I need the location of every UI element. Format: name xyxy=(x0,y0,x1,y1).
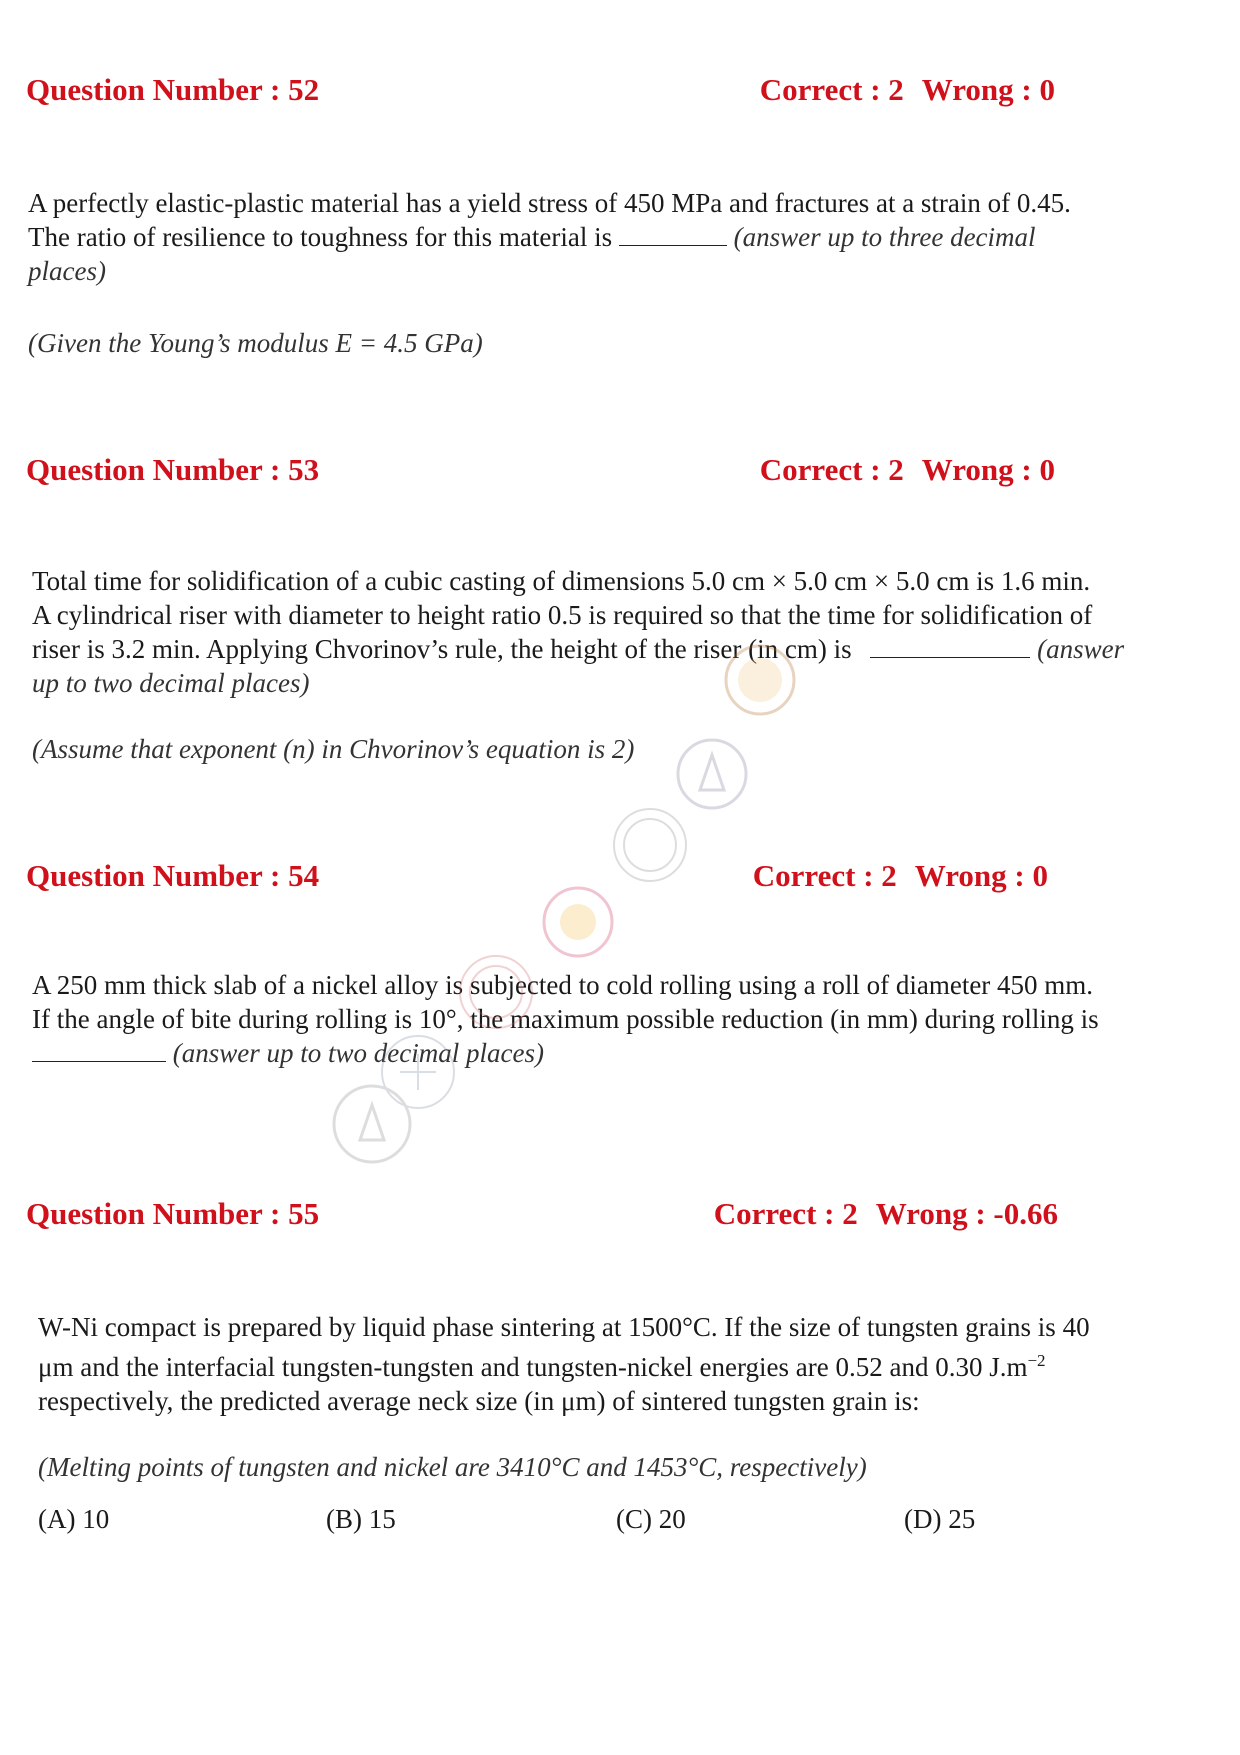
seal-icon xyxy=(678,740,746,808)
marks xyxy=(714,1196,1058,1232)
question-number: Question Number : 53 xyxy=(26,452,320,487)
marks xyxy=(753,858,1048,894)
question-text: W-Ni compact is prepared by liquid phase sintering at 1500°C. If the size of tungsten grains is 40 μm and the interfacial tungsten-tungsten and tungsten-nickel energies are 0.52 and 0.30 $J.m^{-2}$ respectively, the predicted average neck size (in μm) of sintered tungsten grain is: xyxy=(38,1312,1090,1416)
marks xyxy=(760,452,1055,488)
option-a[interactable]: (A) 10 xyxy=(38,1504,110,1534)
answer-blank xyxy=(32,1039,166,1062)
correct-marks: Correct : 2 xyxy=(713,1196,858,1231)
question-number: Question Number : 52 xyxy=(26,72,320,107)
given-note: (Given the Young’s modulus E = 4.5 GPa) xyxy=(28,328,483,358)
answer-blank xyxy=(619,223,727,246)
answer-blank xyxy=(870,635,1030,658)
seal-icon xyxy=(544,888,612,956)
seal-icon xyxy=(334,1086,410,1162)
correct-marks: Correct : 2 xyxy=(759,72,904,107)
wrong-marks: Wrong : -0.66 xyxy=(875,1196,1058,1231)
question-number: Question Number : 55 xyxy=(26,1196,320,1231)
marks xyxy=(760,72,1055,108)
seal-icon xyxy=(614,809,686,881)
wrong-marks: Wrong : 0 xyxy=(921,72,1055,107)
correct-marks: Correct : 2 xyxy=(759,452,904,487)
question-number: Question Number : 54 xyxy=(26,858,320,893)
option-b[interactable]: (B) 15 xyxy=(326,1504,396,1534)
melting-points-note: (Melting points of tungsten and nickel are 3410°C and 1453°C, respectively) xyxy=(38,1452,867,1482)
question-text: Total time for solidification of a cubic casting of dimensions 5.0 cm × 5.0 cm × 5.0 cm is 1.6 min. A cylindrical riser with diameter to height ratio 0.5 is required so that the time for solidification of riser is 3.2 min. Applying Chvorinov’s rule, the height of the riser (in cm) is (answer up to two decimal places) xyxy=(32,566,1125,698)
assume-note: (Assume that exponent (n) in Chvorinov’s equation is 2) xyxy=(32,734,635,764)
wrong-marks: Wrong : 0 xyxy=(914,858,1048,893)
wrong-marks: Wrong : 0 xyxy=(921,452,1055,487)
correct-marks: Correct : 2 xyxy=(752,858,897,893)
option-d[interactable]: (D) 25 xyxy=(904,1504,976,1534)
question-text: A perfectly elastic-plastic material has a yield stress of 450 MPa and fractures at a strain of 0.45. The ratio of resilience to toughness for this material is (answer up to three decimal places) xyxy=(28,188,1071,286)
option-c[interactable]: (C) 20 xyxy=(616,1504,686,1534)
question-text: A 250 mm thick slab of a nickel alloy is subjected to cold rolling using a roll of diameter 450 mm. If the angle of bite during rolling is 10°, the maximum possible reduction (in mm) during rolling is (answer up to two decimal places) xyxy=(32,970,1099,1068)
